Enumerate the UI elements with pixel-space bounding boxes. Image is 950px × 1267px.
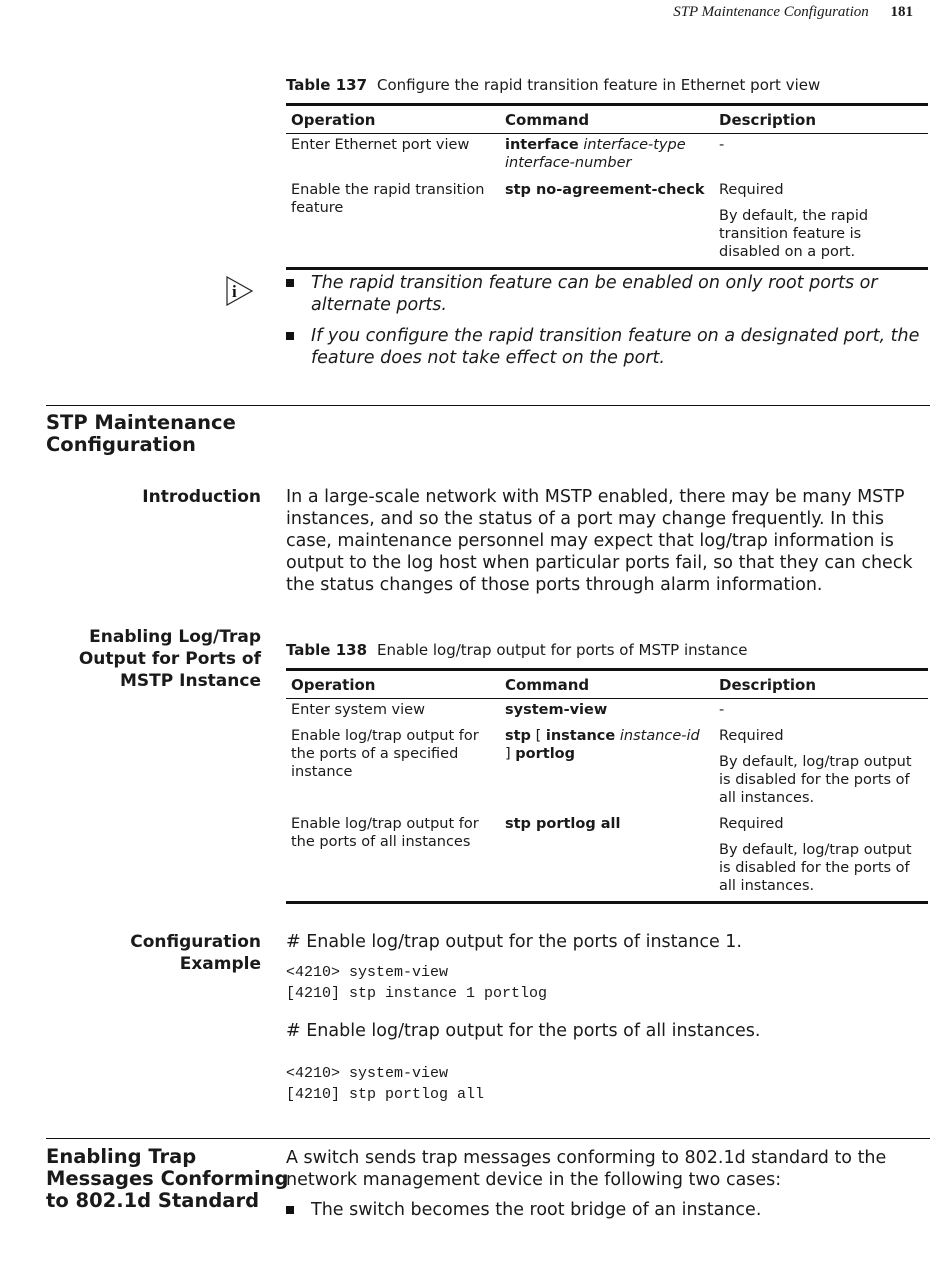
code-comment: # Enable log/trap output for the ports of all instances.: [286, 1021, 761, 1041]
description-cell: -: [719, 702, 725, 718]
command-keyword: stp no-agreement-check: [505, 182, 705, 198]
info-note-icon: [226, 276, 254, 306]
column-header-description: Description: [714, 105, 928, 134]
section-divider: [46, 1138, 930, 1139]
table-header-row: [286, 670, 928, 699]
bullet-list: [286, 1199, 926, 1221]
operation-cell: Enter Ethernet port view: [291, 137, 470, 153]
table-138-caption: [286, 641, 748, 659]
command-argument: interface-type interface-number: [505, 137, 686, 171]
description-cell: -: [719, 137, 725, 153]
column-header-command: Command: [500, 105, 714, 134]
description-cell: Required By default, log/trap output is disabled for the ports of all instances.: [714, 815, 928, 903]
table-header-row: [286, 105, 928, 134]
table-number: Table 138: [286, 641, 368, 659]
operation-cell: Enable log/trap output for the ports of a specified instance: [291, 728, 479, 780]
table-row: [286, 134, 928, 173]
table-138: [286, 668, 928, 904]
enabling-log-trap-heading: Enabling Log/Trap Output for Ports of MSTP Instance: [78, 627, 261, 691]
running-header: [673, 4, 913, 21]
operation-cell: Enter system view: [291, 702, 425, 718]
table-row: [286, 719, 928, 815]
command-cell: [500, 134, 714, 173]
column-header-operation: Operation: [286, 105, 500, 134]
code-block: <4210> system-view [4210] stp portlog all: [286, 1065, 485, 1103]
table-caption-text: Enable log/trap output for ports of MSTP instance: [377, 641, 748, 659]
configuration-example-heading: Configuration Example: [130, 932, 261, 974]
table-137-caption: [286, 76, 820, 94]
table-137: [286, 103, 928, 270]
page-number: 181: [890, 4, 913, 20]
description-cell: Required By default, log/trap output is disabled for the ports of all instances.: [719, 728, 912, 806]
section-title: Enabling Trap Messages Conforming to 802.1d Standard: [46, 1145, 289, 1212]
running-header-title: STP Maintenance Configuration: [673, 4, 869, 20]
column-header-operation: Operation: [286, 670, 500, 699]
section-divider: [46, 405, 930, 406]
table-number: Table 137: [286, 76, 368, 94]
command-keyword: interface: [505, 137, 579, 153]
operation-cell: Enable the rapid transition feature: [286, 172, 500, 269]
table-row: [286, 815, 928, 903]
description-cell: [714, 172, 928, 269]
code-comment: # Enable log/trap output for the ports of instance 1.: [286, 932, 742, 952]
introduction-heading: Introduction: [142, 487, 261, 507]
list-item: The rapid transition feature can be enabled on only root ports or alternate ports.: [286, 272, 926, 316]
square-bullet-icon: [286, 332, 294, 340]
square-bullet-icon: [286, 279, 294, 287]
column-header-command: Command: [500, 670, 714, 699]
command-cell: [500, 172, 714, 269]
table-row: [286, 699, 928, 720]
list-item: The switch becomes the root bridge of an instance.: [286, 1199, 926, 1221]
code-block: <4210> system-view [4210] stp instance 1 portlog: [286, 964, 548, 1002]
description-required: Required: [719, 182, 784, 198]
section-body-text: A switch sends trap messages conforming to 802.1d standard to the network management device in the following two cases:: [286, 1148, 887, 1190]
description-default: By default, the rapid transition feature is disabled on a port.: [719, 208, 869, 260]
operation-cell: Enable log/trap output for the ports of all instances: [286, 815, 500, 903]
square-bullet-icon: [286, 1206, 294, 1214]
command-cell: stp portlog all: [500, 815, 714, 903]
introduction-text: In a large-scale network with MSTP enabled, there may be many MSTP instances, and so the status of a port may change frequently. In this case, maintenance personnel may expect that log/trap information is output to the log host when particular ports fail, so that they can check the status changes of those ports through alarm information.: [286, 487, 913, 595]
section-title: STP Maintenance Configuration: [46, 411, 236, 456]
note-list: [286, 272, 926, 378]
list-item: If you configure the rapid transition feature on a designated port, the feature does not take effect on the port.: [286, 325, 926, 369]
table-row: [286, 172, 928, 269]
command-cell: stp [ instance instance-id ] portlog: [505, 728, 700, 762]
column-header-description: Description: [714, 670, 928, 699]
svg-text:i: i: [232, 282, 237, 301]
command-cell: system-view: [505, 702, 608, 718]
table-caption-text: Configure the rapid transition feature in Ethernet port view: [377, 76, 821, 94]
